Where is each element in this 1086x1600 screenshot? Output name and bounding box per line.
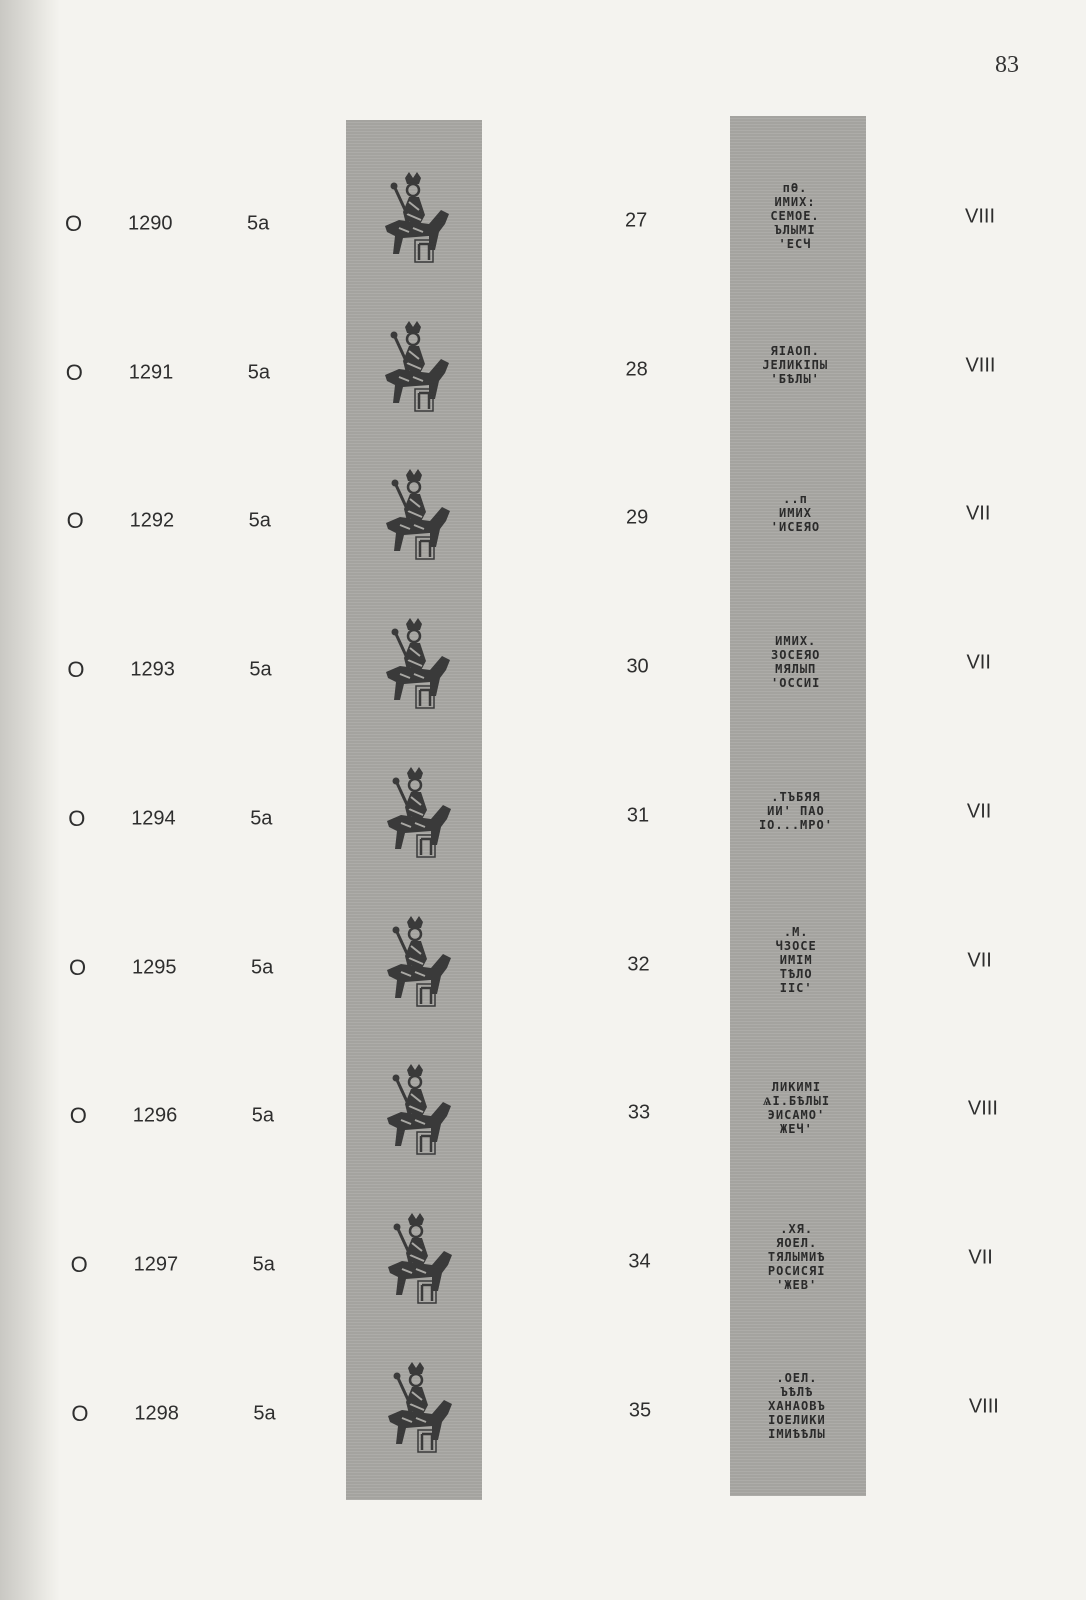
- legend-line: СЕМОЕ.: [770, 209, 820, 223]
- row-reverse-number: 35: [628, 1399, 652, 1422]
- row-number: 1296: [132, 1104, 178, 1127]
- legend-line: ЈЕЛИКІПЫ: [762, 358, 829, 372]
- legend-line: ЖЕЧ': [779, 1122, 813, 1136]
- row-variant: 5а: [247, 361, 271, 384]
- row-reverse-number: 27: [625, 209, 648, 232]
- row-variant: 5а: [251, 956, 274, 979]
- legend-line: .ТЪБЯЯ: [771, 790, 821, 804]
- row-group: VII: [966, 651, 991, 674]
- row-reverse-number: 29: [625, 506, 649, 529]
- legend-line: 'БѢЛЫ': [770, 372, 820, 386]
- legend-line: ТѢЛО: [779, 967, 813, 981]
- row-number: 1297: [133, 1253, 179, 1276]
- rider-seal-icon: [371, 1062, 461, 1162]
- legend-line: ЪѢЛѢ: [780, 1385, 814, 1399]
- row-group: VII: [968, 1246, 993, 1269]
- row-reverse-number: 33: [627, 1101, 651, 1124]
- legend-line: .ХЯ.: [780, 1222, 814, 1236]
- row-group: VIII: [965, 205, 996, 228]
- reverse-legend: [745, 344, 845, 386]
- reverse-legend: [746, 925, 846, 995]
- row-variant: 5а: [247, 212, 270, 235]
- legend-line: ХАНАОВЪ: [768, 1399, 826, 1413]
- row-group: VII: [965, 502, 991, 525]
- row-type: О: [70, 1252, 88, 1277]
- legend-line: 'ЕСЧ: [778, 237, 812, 251]
- row-type: О: [69, 1103, 87, 1128]
- row-reverse-number: 30: [626, 655, 649, 678]
- rider-seal-icon: [369, 319, 459, 419]
- legend-line: 'ЖЕВ': [776, 1278, 818, 1292]
- legend-line: 'ОССИІ: [771, 676, 821, 690]
- legend-line: ІОЕЛИКИ: [768, 1413, 826, 1427]
- row-reverse-number: 31: [626, 804, 650, 827]
- legend-line: ЯІАОП.: [770, 344, 820, 358]
- legend-line: ИМИХ:: [774, 195, 816, 209]
- row-variant: 5а: [250, 807, 273, 830]
- rider-seal-icon: [371, 765, 461, 865]
- row-type: О: [67, 657, 85, 682]
- legend-line: ИИ' ПАО: [767, 804, 825, 818]
- row-number: 1298: [134, 1402, 179, 1425]
- row-type: О: [65, 360, 83, 385]
- legend-line: ЯОЕЛ.: [776, 1236, 818, 1250]
- legend-line: ЛИКИМІ: [771, 1080, 822, 1094]
- row-reverse-number: 32: [627, 953, 650, 976]
- legend-line: пӨ.: [782, 181, 808, 195]
- reverse-legend: [746, 1080, 846, 1136]
- rider-seal-icon: [372, 1211, 462, 1311]
- row-group: VII: [967, 949, 992, 972]
- legend-line: 'ИСЕЯО: [770, 520, 821, 534]
- row-type: О: [68, 806, 86, 831]
- rider-seal-icon: [372, 1360, 462, 1460]
- reverse-legend: [745, 492, 845, 534]
- reverse-legend: [745, 181, 845, 251]
- row-reverse-number: 28: [625, 358, 648, 381]
- rider-seal-icon: [370, 467, 460, 567]
- legend-line: ЗОСЕЯО: [771, 648, 821, 662]
- legend-line: ..п: [783, 492, 808, 506]
- row-type: О: [69, 955, 87, 980]
- book-gutter-shadow: [0, 0, 60, 1600]
- row-group: VIII: [968, 1395, 999, 1418]
- row-type: О: [65, 211, 83, 236]
- rider-seal-icon: [371, 914, 461, 1014]
- page-number: 83: [995, 52, 1019, 78]
- row-variant: 5а: [251, 1104, 275, 1127]
- row-group: VIII: [965, 354, 996, 377]
- reverse-legend: [746, 634, 846, 690]
- reverse-legend: [747, 1371, 847, 1441]
- row-number: 1292: [129, 509, 175, 532]
- legend-line: ѦІ.БѢЛЫІ: [762, 1094, 831, 1108]
- legend-line: .ОЕЛ.: [776, 1371, 818, 1385]
- rider-seal-icon: [370, 616, 460, 716]
- row-number: 1295: [132, 956, 177, 979]
- legend-line: РОСИСЯІ: [767, 1264, 826, 1278]
- row-number: 1294: [131, 807, 176, 830]
- row-variant: 5а: [253, 1402, 276, 1425]
- legend-line: ІО...МРО': [758, 818, 833, 832]
- legend-line: ІМИѢѢЛЫ: [768, 1427, 826, 1441]
- row-number: 1293: [130, 658, 175, 681]
- rider-seal-icon: [369, 170, 459, 270]
- legend-line: ЪЛЫМІ: [774, 223, 816, 237]
- legend-line: .М.: [783, 925, 809, 939]
- legend-line: ЭИСАМО': [767, 1108, 826, 1122]
- row-number: 1290: [128, 212, 173, 235]
- row-variant: 5а: [249, 658, 272, 681]
- row-group: VIII: [967, 1097, 998, 1120]
- legend-line: ІІС': [779, 981, 813, 995]
- row-type: О: [66, 508, 84, 533]
- legend-line: ЧЗОСЕ: [775, 939, 817, 953]
- reverse-legend: [746, 790, 846, 832]
- legend-line: ИМІМ: [779, 953, 813, 967]
- row-variant: 5а: [252, 1253, 275, 1276]
- row-type: О: [71, 1401, 89, 1426]
- legend-line: ИМИХ: [779, 506, 812, 520]
- row-reverse-number: 34: [628, 1250, 651, 1273]
- reverse-legend: [747, 1222, 847, 1292]
- legend-line: ТЯЛЫМИѢ: [767, 1250, 826, 1264]
- row-group: VII: [966, 800, 992, 823]
- legend-line: МЯЛЫП: [775, 662, 817, 676]
- row-number: 1291: [128, 361, 174, 384]
- row-variant: 5а: [248, 509, 271, 532]
- legend-line: ИМИХ.: [775, 634, 817, 648]
